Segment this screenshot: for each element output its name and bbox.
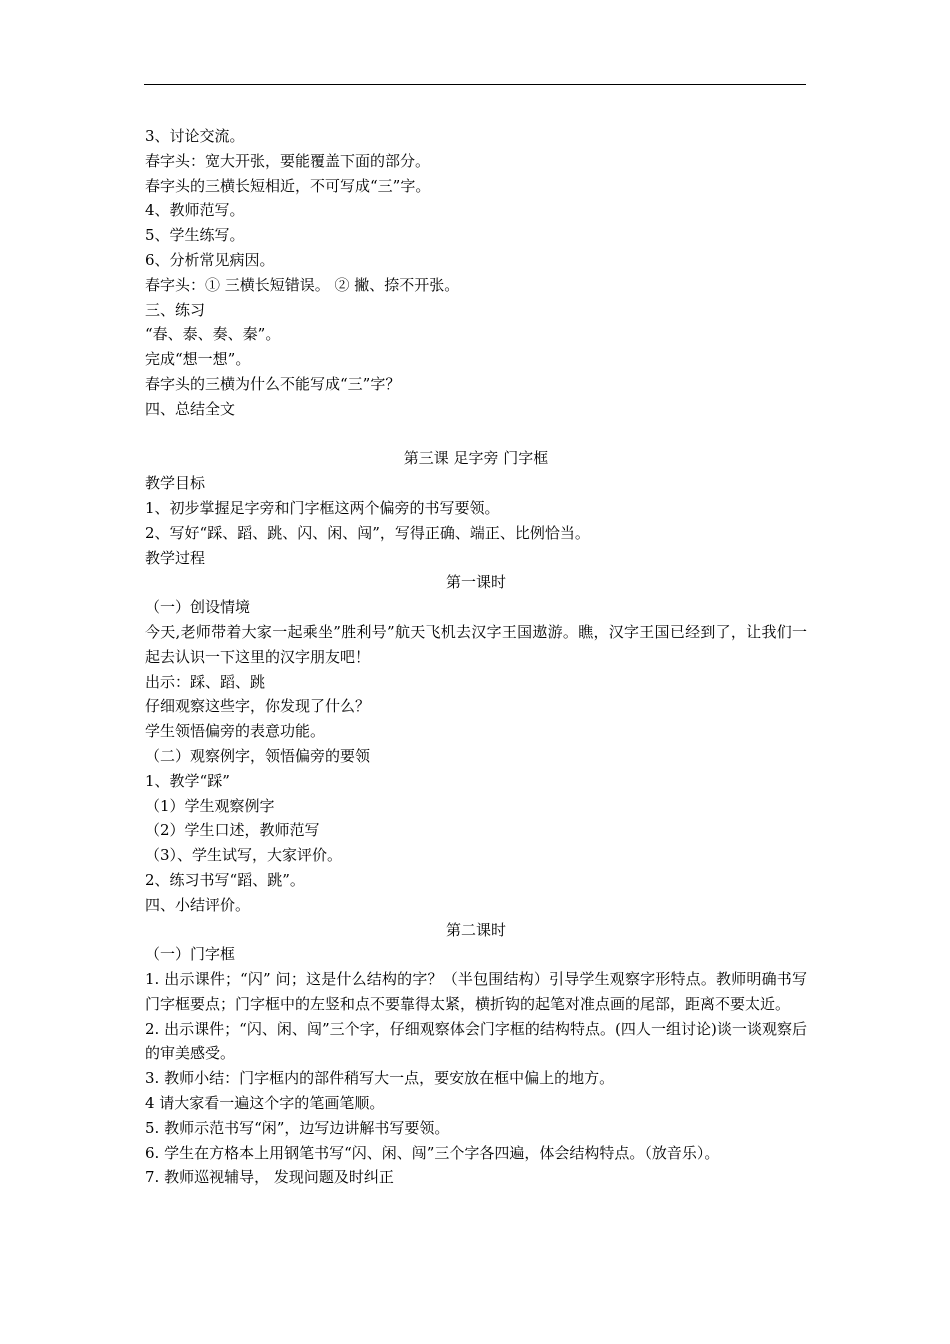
text-line: （1）学生观察例字: [145, 796, 275, 815]
text-line: 4、教师范写。: [145, 201, 245, 220]
text-line: 出示：踩、蹈、跳: [145, 672, 266, 691]
text-line: 5、学生练写。: [145, 226, 245, 245]
text-line: 6. 学生在方格本上用钢笔书写“闪、闲、闯”三个字各四遍，体会结构特点。（放音乐）。: [145, 1143, 720, 1162]
text-line: 春字头：① 三横长短错误。 ② 撇、捺不开张。: [145, 275, 460, 294]
paragraph: 今天,老师带着大家一起乘坐”胜利号”航天飞机去汉字王国遨游。瞧，汉字王国已经到了，让我们一起去认识一下这里的汉字朋友吧！: [145, 622, 807, 666]
subsection-heading: （二）观察例字，领悟偏旁的要领: [145, 746, 371, 765]
process-heading: 教学过程: [145, 548, 206, 567]
goals-heading: 教学目标: [145, 474, 206, 493]
period-title: 第二课时: [445, 920, 506, 939]
text-line: 3. 教师小结：门字框内的部件稍写大一点，要安放在框中偏上的地方。: [145, 1069, 615, 1088]
text-line: 4 请大家看一遍这个字的笔画笔顺。: [145, 1094, 385, 1113]
lesson-title: 第三课 足字旁 门字框: [403, 449, 549, 468]
section-heading: 四、小结评价。: [145, 895, 251, 914]
text-line: 仔细观察这些字，你发现了什么？: [145, 697, 371, 716]
goal-item: 2、写好“踩、蹈、跳、闪、闲、闯”，写得正确、端正、比例恰当。: [145, 523, 590, 542]
text-line: 春字头的三横长短相近，不可写成“三”字。: [145, 176, 431, 195]
text-line: 春字头：宽大开张，要能覆盖下面的部分。: [145, 151, 431, 170]
text-line: 5. 教师示范书写“闲”，边写边讲解书写要领。: [145, 1118, 450, 1137]
blank-line: [145, 422, 807, 447]
text-line: “春、泰、奏、秦”。: [145, 325, 281, 344]
text-line: 学生领悟偏旁的表意功能。: [145, 722, 326, 741]
text-line: 春字头的三横为什么不能写成“三”字？: [145, 374, 401, 393]
text-line: 1、教学“踩”: [145, 771, 230, 790]
text-line: 完成“想一想”。: [145, 350, 251, 369]
section-heading: 三、练习: [145, 300, 206, 319]
section-heading: 四、总结全文: [145, 399, 236, 418]
subsection-heading: （一）创设情境: [145, 598, 251, 617]
goal-item: 1、初步掌握足字旁和门字框这两个偏旁的书写要领。: [145, 498, 500, 517]
text-line: （3）、学生试写，大家评价。: [145, 846, 343, 865]
document-body: [145, 124, 807, 1190]
text-line: 6、分析常见病因。: [145, 250, 275, 269]
text-line: （2）学生口述，教师范写: [145, 821, 320, 840]
text-line: 7. 教师巡视辅导， 发现问题及时纠正: [145, 1168, 394, 1187]
period-title: 第一课时: [445, 573, 506, 592]
paragraph: 2. 出示课件；“闪、闲、闯”三个字，仔细观察体会门字框的结构特点。(四人一组讨论)谈一谈观察后的审美感受。: [145, 1019, 807, 1063]
text-line: 3、讨论交流。: [145, 127, 245, 145]
subsection-heading: （一）门字框: [145, 945, 236, 964]
header-rule: [144, 84, 806, 85]
paragraph: 1. 出示课件；“闪” 问；这是什么结构的字？（半包围结构）引导学生观察字形特点。教师明确书写门字框要点；门字框中的左竖和点不要靠得太紧，横折钩的起笔对准点画的尾部，距离不要太近。: [145, 970, 807, 1013]
text-line: 2、练习书写“蹈、跳”。: [145, 870, 305, 889]
